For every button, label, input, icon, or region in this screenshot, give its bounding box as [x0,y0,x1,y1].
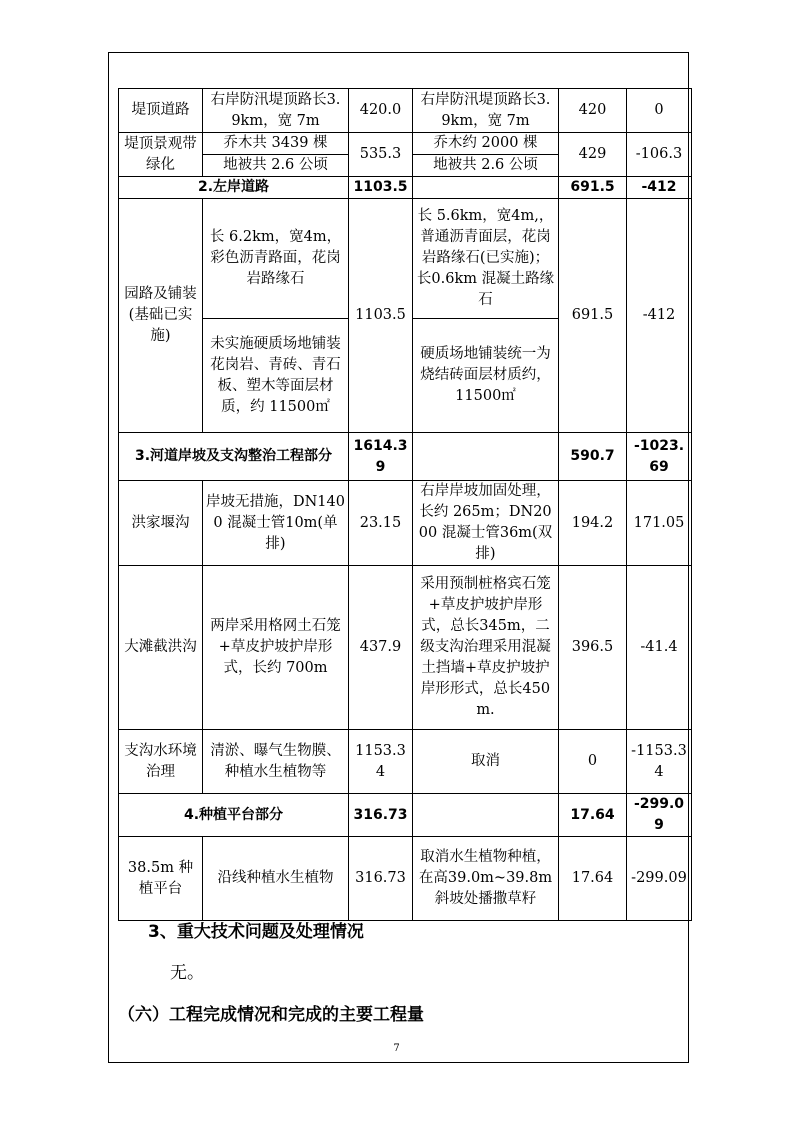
item-name: 大滩截洪沟 [119,566,203,730]
item-name: 堤顶景观带绿化 [119,133,203,177]
actual-amount: 17.64 [559,794,627,837]
original-amount: 23.15 [349,481,413,566]
actual-amount: 691.5 [559,177,627,199]
difference: 171.05 [627,481,692,566]
actual-amount: 429 [559,133,627,177]
original-amount: 1153.34 [349,730,413,794]
actual-amount: 590.7 [559,433,627,481]
difference: -106.3 [627,133,692,177]
empty-cell [413,177,559,199]
difference: -412 [627,199,692,433]
difference: -299.09 [627,794,692,837]
actual-amount: 17.64 [559,837,627,921]
difference: -1153.34 [627,730,692,794]
actual-implementation: 右岸防汛堤顶路长3.9km，宽 7m [413,89,559,133]
section-title: 4.种植平台部分 [119,794,349,837]
table-row [119,730,692,794]
original-design: 地被共 2.6 公顷 [203,155,349,177]
actual-amount: 420 [559,89,627,133]
original-design: 岸坡无措施，DN1400 混凝士管10m(单排) [203,481,349,566]
difference: -299.09 [627,837,692,921]
original-design: 清淤、曝气生物膜、种植水生植物等 [203,730,349,794]
subtotal-row [119,177,692,199]
cost-comparison-table [118,88,692,921]
difference: -41.4 [627,566,692,730]
actual-implementation: 硬质场地铺装统一为烧结砖面层材质约，11500㎡ [413,319,559,433]
table-row [119,133,692,155]
section-heading: （六）工程完成情况和完成的主要工程量 [118,1005,424,1025]
actual-implementation: 地被共 2.6 公顷 [413,155,559,177]
actual-implementation: 右岸岸坡加固处理，长约 265m；DN2000 混凝士管36m(双排) [413,481,559,566]
empty-cell [413,433,559,481]
original-design: 乔木共 3439 棵 [203,133,349,155]
original-amount: 1103.5 [349,177,413,199]
empty-cell [413,794,559,837]
subtotal-row [119,794,692,837]
original-amount: 1103.5 [349,199,413,433]
table-row [119,837,692,921]
difference: -1023.69 [627,433,692,481]
item-name: 园路及铺装(基础已实施) [119,199,203,433]
item-name: 支沟水环境治理 [119,730,203,794]
table-row [119,199,692,319]
item-name: 堤顶道路 [119,89,203,133]
difference: 0 [627,89,692,133]
original-amount: 420.0 [349,89,413,133]
actual-amount: 0 [559,730,627,794]
actual-amount: 396.5 [559,566,627,730]
body-text: 无。 [170,963,204,983]
actual-implementation: 乔木约 2000 棵 [413,133,559,155]
item-name: 洪家堰沟 [119,481,203,566]
original-design: 沿线种植水生植物 [203,837,349,921]
original-design: 右岸防汛堤顶路长3.9km，宽 7m [203,89,349,133]
actual-amount: 691.5 [559,199,627,433]
original-amount: 316.73 [349,837,413,921]
subtotal-row [119,433,692,481]
actual-amount: 194.2 [559,481,627,566]
original-amount: 316.73 [349,794,413,837]
original-amount: 1614.39 [349,433,413,481]
difference: -412 [627,177,692,199]
actual-implementation: 取消 [413,730,559,794]
actual-implementation: 长 5.6km，宽4m,，普通沥青面层，花岗岩路缘石(已实施)；长0.6km 混凝土路缘石 [413,199,559,319]
actual-implementation: 取消水生植物种植，在高39.0m~39.8m 斜坡处播撒草籽 [413,837,559,921]
table-row [119,566,692,730]
original-design: 未实施硬质场地铺装花岗岩、青砖、青石板、塑木等面层材质，约 11500㎡ [203,319,349,433]
page-number: 7 [393,1043,400,1054]
table-row [119,89,692,133]
original-amount: 535.3 [349,133,413,177]
section-title: 2.左岸道路 [119,177,349,199]
table-row [119,481,692,566]
original-design: 长 6.2km，宽4m，彩色沥青路面，花岗岩路缘石 [203,199,349,319]
original-design: 两岸采用格网土石笼+草皮护坡护岸形式，长约 700m [203,566,349,730]
actual-implementation: 采用预制桩格宾石笼+草皮护坡护岸形式，总长345m，二级支沟治理采用混凝土挡墙+草皮护坡护岸形形式，总长450m. [413,566,559,730]
section-title: 3.河道岸坡及支沟整治工程部分 [119,433,349,481]
section-heading: 3、重大技术问题及处理情况 [148,922,364,942]
original-amount: 437.9 [349,566,413,730]
item-name: 38.5m 种植平台 [119,837,203,921]
